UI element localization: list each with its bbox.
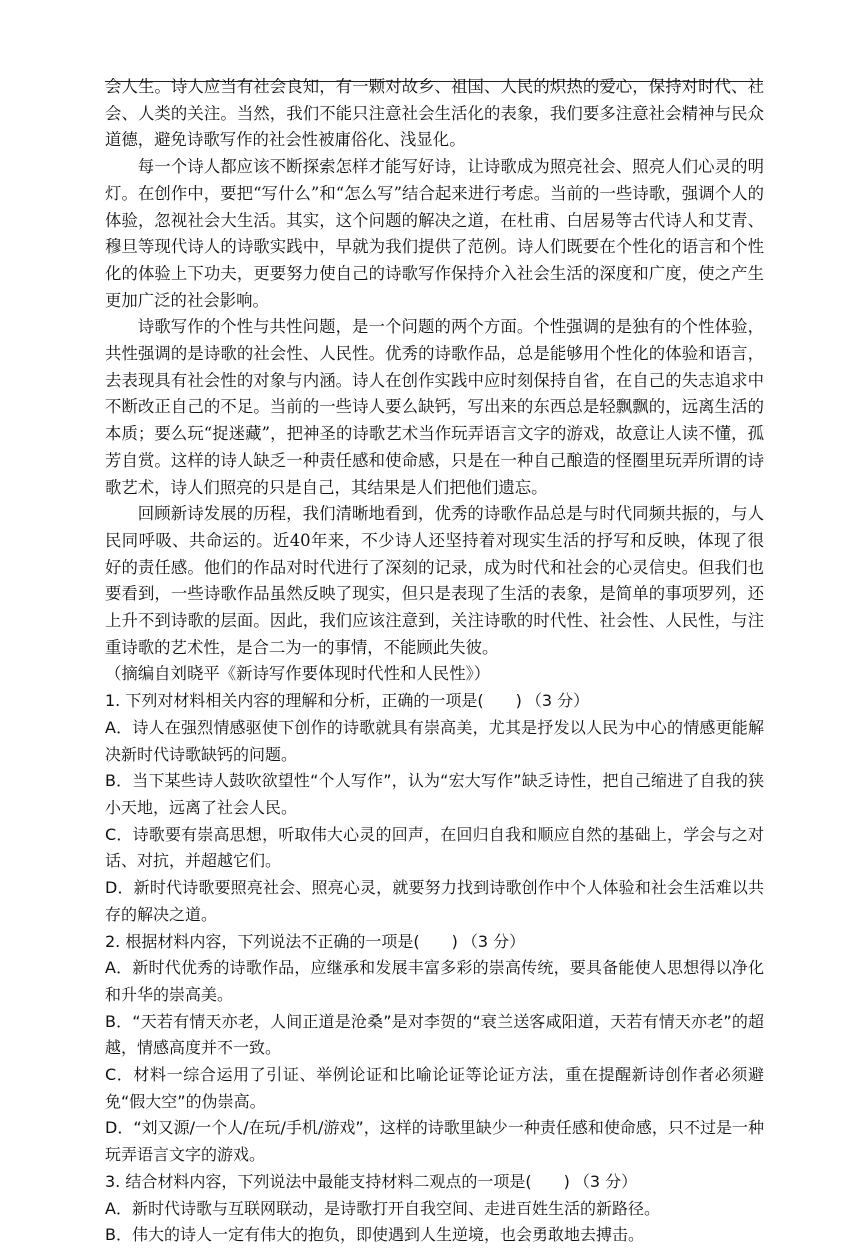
question-score: （3 分） — [461, 931, 526, 951]
question-2 — [105, 929, 764, 1169]
option-d: D．“刘又源/一个人/在玩/手机/游戏”，这样的诗歌里缺少一种责任感和使命感，只不过是一种玩弄语言文字的游戏。 — [105, 1118, 764, 1165]
question-score: （3 分） — [573, 1171, 638, 1191]
option-c: C．诗歌要有崇高思想，听取伟大心灵的回声，在回归自我和顺应自然的基础上，学会与之对话、对抗，并超越它们。 — [105, 824, 764, 871]
passage-paragraph: 诗歌写作的个性与共性问题，是一个问题的两个方面。个性强调的是独有的个性体验，共性强调的是诗歌的社会性、人民性。优秀的诗歌作品，总是能够用个性化的体验和语言，去表现具有社会性的对象与内涵。诗人在创作实践中应时刻保持自省，在自己的失志追求中不断改正自己的不足。当前的一些诗人要么缺钙，写出来的东西总是轻飘飘的，远离生活的本质；要么玩“捉迷藏”，把神圣的诗歌艺术当作玩弄语言文字的游戏，故意让人读不懂，孤芳自赏。这样的诗人缺乏一种责任感和使命感，只是在一种自己酿造的怪圈里玩弄所谓的诗歌艺术，诗人们照亮的只是自己，其结果是人们把他们遗忘。 — [105, 317, 764, 497]
question-1 — [105, 688, 764, 928]
question-3 — [105, 1169, 764, 1249]
reading-passage — [105, 74, 764, 688]
option-a: A．新时代诗歌与互联网联动，是诗歌打开自我空间、走进百姓生活的新路径。 — [105, 1198, 660, 1218]
question-stem-text: 1. 下列对材料相关内容的理解和分析，正确的一项是( ) — [105, 691, 522, 711]
passage-paragraph: 每一个诗人都应该不断探索怎样才能写好诗，让诗歌成为照亮社会、照亮人们心灵的明灯。在创作中，要把“写什么”和“怎么写”结合起来进行考虑。当前的一些诗歌，强调个人的体验，忽视社会大生活。其实，这个问题的解决之道，在杜甫、白居易等古代诗人和艾青、穆旦等现代诗人的诗歌实践中，早就为我们提供了范例。诗人们既要在个性化的语言和个性化的体验上下功夫，更要努力使自己的诗歌写作保持介入社会生活的深度和广度，使之产生更加广泛的社会影响。 — [105, 157, 764, 310]
question-stem-text: 2. 根据材料内容，下列说法不正确的一项是( ) — [105, 931, 458, 951]
question-stem — [105, 688, 764, 715]
question-score: （3 分） — [525, 691, 590, 711]
option-d: D．新时代诗歌要照亮社会、照亮心灵，就要努力找到诗歌创作中个人体验和社会生活难以共存的解决之道。 — [105, 878, 764, 924]
question-stem — [105, 1169, 764, 1196]
option-c: C．材料一综合运用了引证、举例论证和比喻论证等论证方法，重在提醒新诗创作者必须避免“假大空”的伪崇高。 — [105, 1065, 764, 1111]
option-b: B．当下某些诗人鼓吹欲望性“个人写作”，认为“宏大写作”缺乏诗性，把自己缩进了自我的狭小天地，远离了社会人民。 — [105, 771, 764, 817]
option-a: A．诗人在强烈情感驱使下创作的诗歌就具有崇高美，尤其是抒发以人民为中心的情感更能解决新时代诗歌缺钙的问题。 — [105, 717, 764, 764]
passage-source: （摘编自刘晓平《新诗写作要体现时代性和人民性》） — [105, 664, 491, 684]
option-b: B．“天若有情天亦老，人间正道是沧桑”是对李贺的“衰兰送客咸阳道，天若有情天亦老”的超越，情感高度并不一致。 — [105, 1011, 764, 1058]
option-a: A．新时代优秀的诗歌作品，应继承和发展丰富多彩的崇高传统，要具备能使人思想得以净化和升华的崇高美。 — [105, 958, 764, 1004]
passage-paragraph: 会人生。诗人应当有社会良知，有一颗对故乡、祖国、人民的炽热的爱心，保持对时代、社会、人类的关注。当然，我们不能只注意社会生活化的表象，我们要多注意社会精神与民众道德，避免诗歌写作的社会性被庸俗化、浅显化。 — [105, 77, 764, 150]
option-b: B．伟大的诗人一定有伟大的抱负，即使遇到人生逆境，也会勇敢地去搏击。 — [105, 1225, 644, 1245]
question-stem — [105, 929, 764, 956]
passage-paragraph: 回顾新诗发展的历程，我们清晰地看到，优秀的诗歌作品总是与时代同频共振的，与人民同呼吸、共命运的。近40年来，不少诗人还坚持着对现实生活的抒写和反映，体现了很好的责任感。他们的作品对时代进行了深刻的记录，成为时代和社会的心灵信史。但我们也要看到，一些诗歌作品虽然反映了现实，但只是表现了生活的表象，是简单的事项罗列，还上升不到诗歌的层面。因此，我们应该注意到，关注诗歌的时代性、社会性、人民性，与注重诗歌的艺术性，是合二为一的事情，不能顾此失彼。 — [105, 504, 764, 657]
question-stem-text: 3. 结合材料内容，下列说法中最能支持材料二观点的一项是( ) — [105, 1171, 570, 1191]
page-content — [105, 74, 764, 1249]
